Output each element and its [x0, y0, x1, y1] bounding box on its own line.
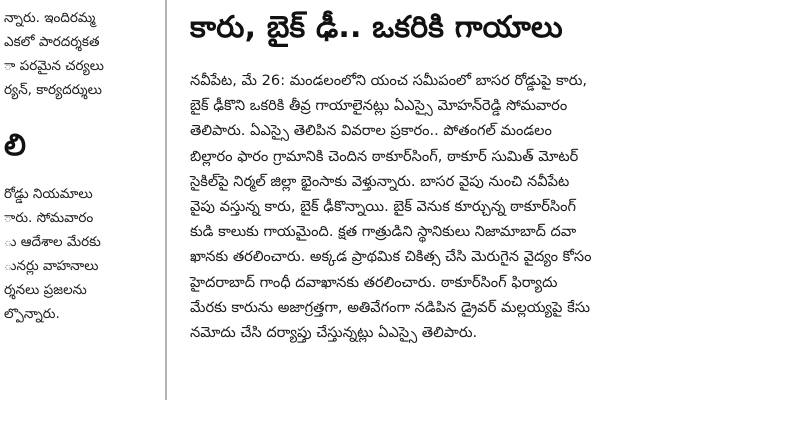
- article-body: [190, 68, 792, 345]
- left-headline-fragment: లి: [4, 128, 26, 163]
- article-headline: కారు, బైక్ ఢీ.. ఒకరికి గాయాలు: [190, 10, 563, 45]
- text-line: ారు. సోమవారం: [4, 210, 94, 226]
- text-line: ునర్లు వాహనాలు: [4, 258, 99, 274]
- text-line: ు ఆదేశాల మేరకు: [4, 234, 101, 250]
- body-line: హైదరాబాద్ గాంధీ దవాఖానకు తరలించారు. ఠాకూర్‌సింగ్ ఫిర్యాదు: [190, 273, 558, 291]
- text-line: న్నారు. ఇందిరమ్మ: [4, 10, 96, 26]
- column-divider: [165, 0, 167, 400]
- body-line: బైక్ ఢీకొని ఒకరికి తీవ్ర గాయాలైనట్లు ఏఎస్సై మోహన్‌రెడ్డి సోమవారం: [190, 97, 568, 115]
- text-line: ఎకలో పారదర్శకత: [4, 34, 100, 50]
- body-line: బిల్లారం ఫారం గ్రామానికి చెందిన ఠాకూర్‌సింగ్, ఠాకూర్ సుమిత్ మోటర్: [190, 147, 579, 165]
- left-article-fragment: [0, 0, 160, 442]
- body-line: నవీపేట, మే 26: మండలంలోని యంచ సమీపంలో బాసర రోడ్డుపై కారు,: [190, 72, 588, 89]
- text-line: ల్పొన్నారు.: [4, 306, 60, 322]
- left-paragraph-top: [4, 6, 160, 102]
- left-paragraph-bottom: [4, 182, 160, 326]
- body-line: కుడి కాలుకు గాయమైంది. క్షత గాత్రుడిని స్థానికులు నిజామాబాద్ దవా: [190, 223, 577, 241]
- text-line: ర్యన్, కార్యదర్శులు: [4, 82, 102, 98]
- body-line: నమోదు చేసి దర్యాప్తు చేస్తున్నట్లు ఏఎస్సై తెలిపారు.: [190, 324, 478, 342]
- body-line: తెలిపారు. ఏఎస్సై తెలిపిన వివరాల ప్రకారం.. పోతంగల్ మండలం: [190, 122, 552, 140]
- body-line: ఖానకు తరలించారు. అక్కడ ప్రాథమిక చికిత్స చేసి మెరుగైన వైద్యం కోసం: [190, 248, 592, 266]
- body-line: వైపు వస్తున్న కారు, బైక్ ఢీకొన్నాయి. బైక్ వెనుక కూర్చున్న ఠాకూర్‌సింగ్: [190, 198, 577, 216]
- body-line: మేరకు కారును అజాగ్రత్తగా, అతివేగంగా నడిపిన డ్రైవర్ మల్లయ్యపై కేసు: [190, 298, 590, 316]
- text-line: ర్శనలు ప్రజలను: [4, 282, 87, 298]
- body-line: సైకిల్‌పై నిర్మల్ జిల్లా భైంసాకు వెళ్తున్నారు. బాసర వైపు నుంచి నవీపేట: [190, 172, 570, 190]
- text-line: ా పరమైన చర్యలు: [4, 58, 104, 74]
- text-line: రోడ్డు నియమాలు: [4, 186, 93, 202]
